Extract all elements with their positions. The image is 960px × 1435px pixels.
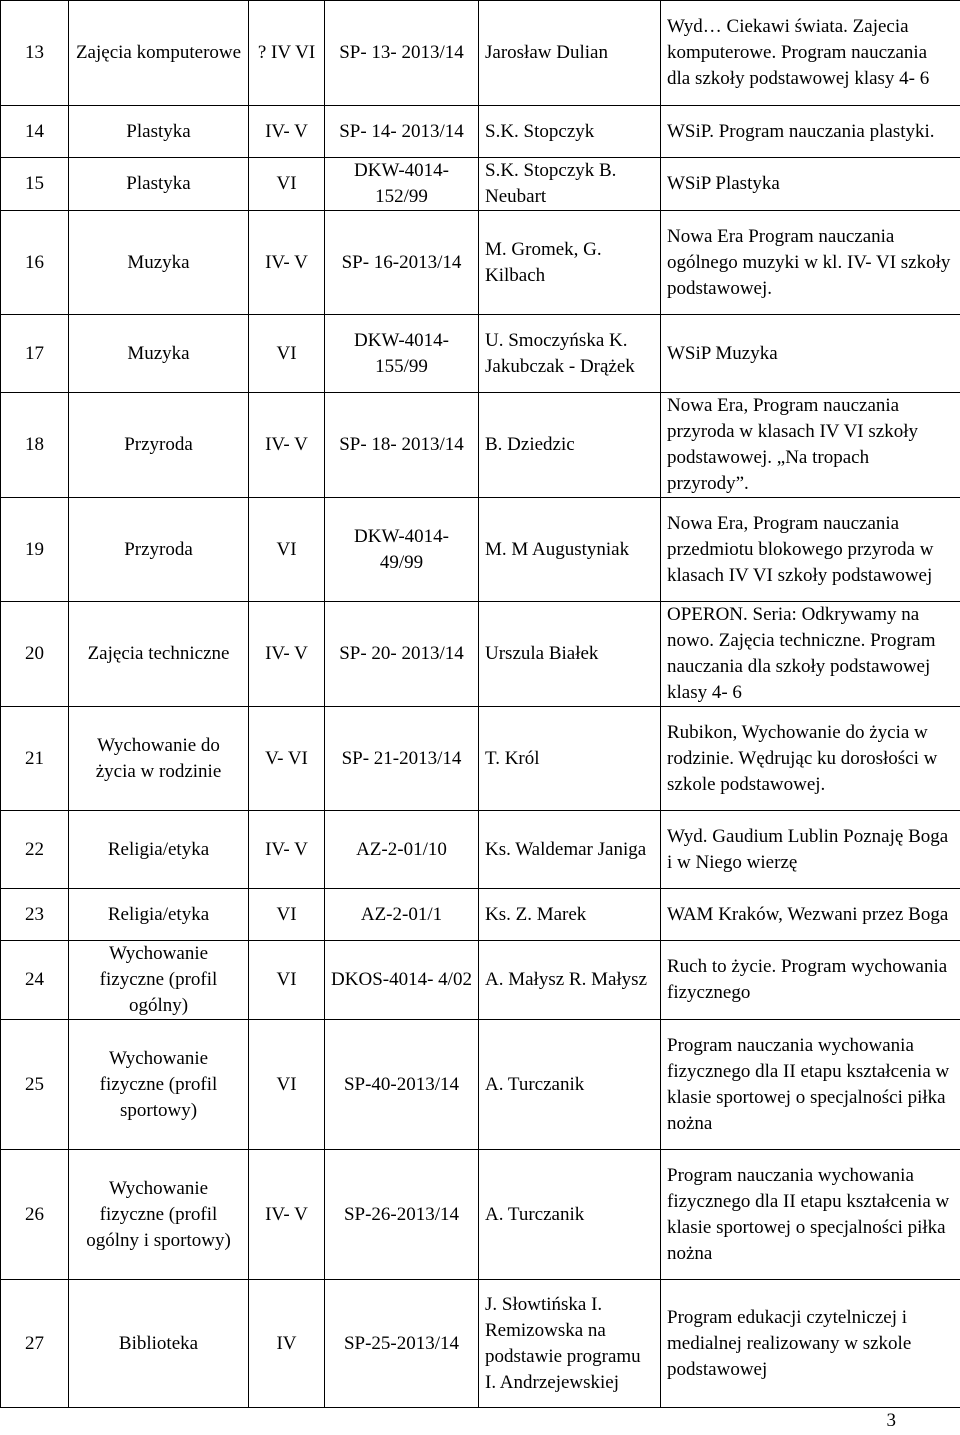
subject-cell: Wychowanie fizyczne (profil sportowy) <box>69 1020 249 1150</box>
table-row <box>1 158 960 211</box>
row-number: 25 <box>1 1020 69 1150</box>
table-row <box>1 1150 960 1280</box>
row-number: 22 <box>1 811 69 889</box>
program-cell: Nowa Era, Program nauczania przedmiotu blokowego przyroda w klasach IV VI szkoły podstawowej <box>661 498 960 602</box>
approval-number-cell: SP- 20- 2013/14 <box>325 602 479 707</box>
approval-number-cell: DKOS-4014- 4/02 <box>325 941 479 1020</box>
table-row <box>1 1 960 106</box>
program-cell: Rubikon, Wychowanie do życia w rodzinie. Wędrując ku dorosłości w szkole podstawowej. <box>661 707 960 811</box>
row-number: 21 <box>1 707 69 811</box>
subject-cell: Wychowanie fizyczne (profil ogólny) <box>69 941 249 1020</box>
subject-cell: Zajęcia techniczne <box>69 602 249 707</box>
subject-cell: Wychowanie do życia w rodzinie <box>69 707 249 811</box>
class-cell: IV- V <box>249 602 325 707</box>
table-row <box>1 211 960 315</box>
class-cell: VI <box>249 1020 325 1150</box>
table-row <box>1 106 960 158</box>
approval-number-cell: AZ-2-01/10 <box>325 811 479 889</box>
row-number: 14 <box>1 106 69 158</box>
row-number: 19 <box>1 498 69 602</box>
author-cell: A. Turczanik <box>479 1020 661 1150</box>
table-row <box>1 707 960 811</box>
author-cell: Ks. Waldemar Janiga <box>479 811 661 889</box>
table-row <box>1 498 960 602</box>
approval-number-cell: SP-40-2013/14 <box>325 1020 479 1150</box>
class-cell: VI <box>249 158 325 211</box>
class-cell: VI <box>249 315 325 393</box>
class-cell: IV <box>249 1280 325 1408</box>
approval-number-cell: DKW-4014- 155/99 <box>325 315 479 393</box>
approval-number-cell: SP- 21-2013/14 <box>325 707 479 811</box>
author-cell: A. Turczanik <box>479 1150 661 1280</box>
table-row <box>1 889 960 941</box>
class-cell: IV- V <box>249 393 325 498</box>
row-number: 18 <box>1 393 69 498</box>
approval-number-cell: SP- 13- 2013/14 <box>325 1 479 106</box>
class-cell: IV- V <box>249 811 325 889</box>
table-row <box>1 1020 960 1150</box>
table-row <box>1 393 960 498</box>
row-number: 17 <box>1 315 69 393</box>
table-row <box>1 602 960 707</box>
approval-number-cell: SP- 16-2013/14 <box>325 211 479 315</box>
subject-cell: Plastyka <box>69 106 249 158</box>
author-cell: T. Król <box>479 707 661 811</box>
table-row <box>1 941 960 1020</box>
program-cell: WSiP Plastyka <box>661 158 960 211</box>
class-cell: VI <box>249 498 325 602</box>
approval-number-cell: DKW-4014- 152/99 <box>325 158 479 211</box>
page-number: 3 <box>886 1410 896 1431</box>
program-cell: Nowa Era, Program nauczania przyroda w klasach IV VI szkoły podstawowej. „Na tropach przyrody”. <box>661 393 960 498</box>
author-cell: S.K. Stopczyk B. Neubart <box>479 158 661 211</box>
subject-cell: Zajęcia komputerowe <box>69 1 249 106</box>
subject-cell: Muzyka <box>69 211 249 315</box>
class-cell: VI <box>249 941 325 1020</box>
table-row <box>1 315 960 393</box>
author-cell: J. Słowtińska I. Remizowska na podstawie programu I. Andrzejewskiej <box>479 1280 661 1408</box>
table-row <box>1 1280 960 1408</box>
subject-cell: Plastyka <box>69 158 249 211</box>
program-cell: Wyd… Ciekawi świata. Zajecia komputerowe. Program nauczania dla szkoły podstawowej klasy 4- 6 <box>661 1 960 106</box>
approval-number-cell: AZ-2-01/1 <box>325 889 479 941</box>
subject-cell: Wychowanie fizyczne (profil ogólny i sportowy) <box>69 1150 249 1280</box>
program-cell: WAM Kraków, Wezwani przez Boga <box>661 889 960 941</box>
subject-cell: Religia/etyka <box>69 889 249 941</box>
program-cell: OPERON. Seria: Odkrywamy na nowo. Zajęcia techniczne. Program nauczania dla szkoły podstawowej klasy 4- 6 <box>661 602 960 707</box>
approval-number-cell: SP- 14- 2013/14 <box>325 106 479 158</box>
program-cell: Ruch to życie. Program wychowania fizycznego <box>661 941 960 1020</box>
row-number: 23 <box>1 889 69 941</box>
program-cell: Program edukacji czytelniczej i medialnej realizowany w szkole podstawowej <box>661 1280 960 1408</box>
class-cell: IV- V <box>249 1150 325 1280</box>
row-number: 27 <box>1 1280 69 1408</box>
author-cell: Urszula Białek <box>479 602 661 707</box>
approval-number-cell: SP- 18- 2013/14 <box>325 393 479 498</box>
author-cell: Ks. Z. Marek <box>479 889 661 941</box>
row-number: 20 <box>1 602 69 707</box>
table-row <box>1 811 960 889</box>
author-cell: M. M Augustyniak <box>479 498 661 602</box>
program-cell: Wyd. Gaudium Lublin Poznaję Boga i w Niego wierzę <box>661 811 960 889</box>
program-cell: WSiP Muzyka <box>661 315 960 393</box>
row-number: 16 <box>1 211 69 315</box>
class-cell: IV- V <box>249 106 325 158</box>
author-cell: A. Małysz R. Małysz <box>479 941 661 1020</box>
program-cell: Nowa Era Program nauczania ogólnego muzyki w kl. IV- VI szkoły podstawowej. <box>661 211 960 315</box>
author-cell: B. Dziedzic <box>479 393 661 498</box>
approval-number-cell: DKW-4014- 49/99 <box>325 498 479 602</box>
subject-cell: Przyroda <box>69 393 249 498</box>
author-cell: S.K. Stopczyk <box>479 106 661 158</box>
author-cell: M. Gromek, G. Kilbach <box>479 211 661 315</box>
class-cell: V- VI <box>249 707 325 811</box>
row-number: 26 <box>1 1150 69 1280</box>
program-cell: Program nauczania wychowania fizycznego dla II etapu kształcenia w klasie sportowej o specjalności piłka nożna <box>661 1150 960 1280</box>
author-cell: U. Smoczyńska K. Jakubczak - Drążek <box>479 315 661 393</box>
row-number: 13 <box>1 1 69 106</box>
subject-cell: Biblioteka <box>69 1280 249 1408</box>
row-number: 15 <box>1 158 69 211</box>
author-cell: Jarosław Dulian <box>479 1 661 106</box>
approval-number-cell: SP-26-2013/14 <box>325 1150 479 1280</box>
subject-cell: Religia/etyka <box>69 811 249 889</box>
approval-number-cell: SP-25-2013/14 <box>325 1280 479 1408</box>
row-number: 24 <box>1 941 69 1020</box>
class-cell: ? IV VI <box>249 1 325 106</box>
class-cell: IV- V <box>249 211 325 315</box>
subject-cell: Przyroda <box>69 498 249 602</box>
program-cell: Program nauczania wychowania fizycznego dla II etapu kształcenia w klasie sportowej o specjalności piłka nożna <box>661 1020 960 1150</box>
program-cell: WSiP. Program nauczania plastyki. <box>661 106 960 158</box>
class-cell: VI <box>249 889 325 941</box>
subject-cell: Muzyka <box>69 315 249 393</box>
